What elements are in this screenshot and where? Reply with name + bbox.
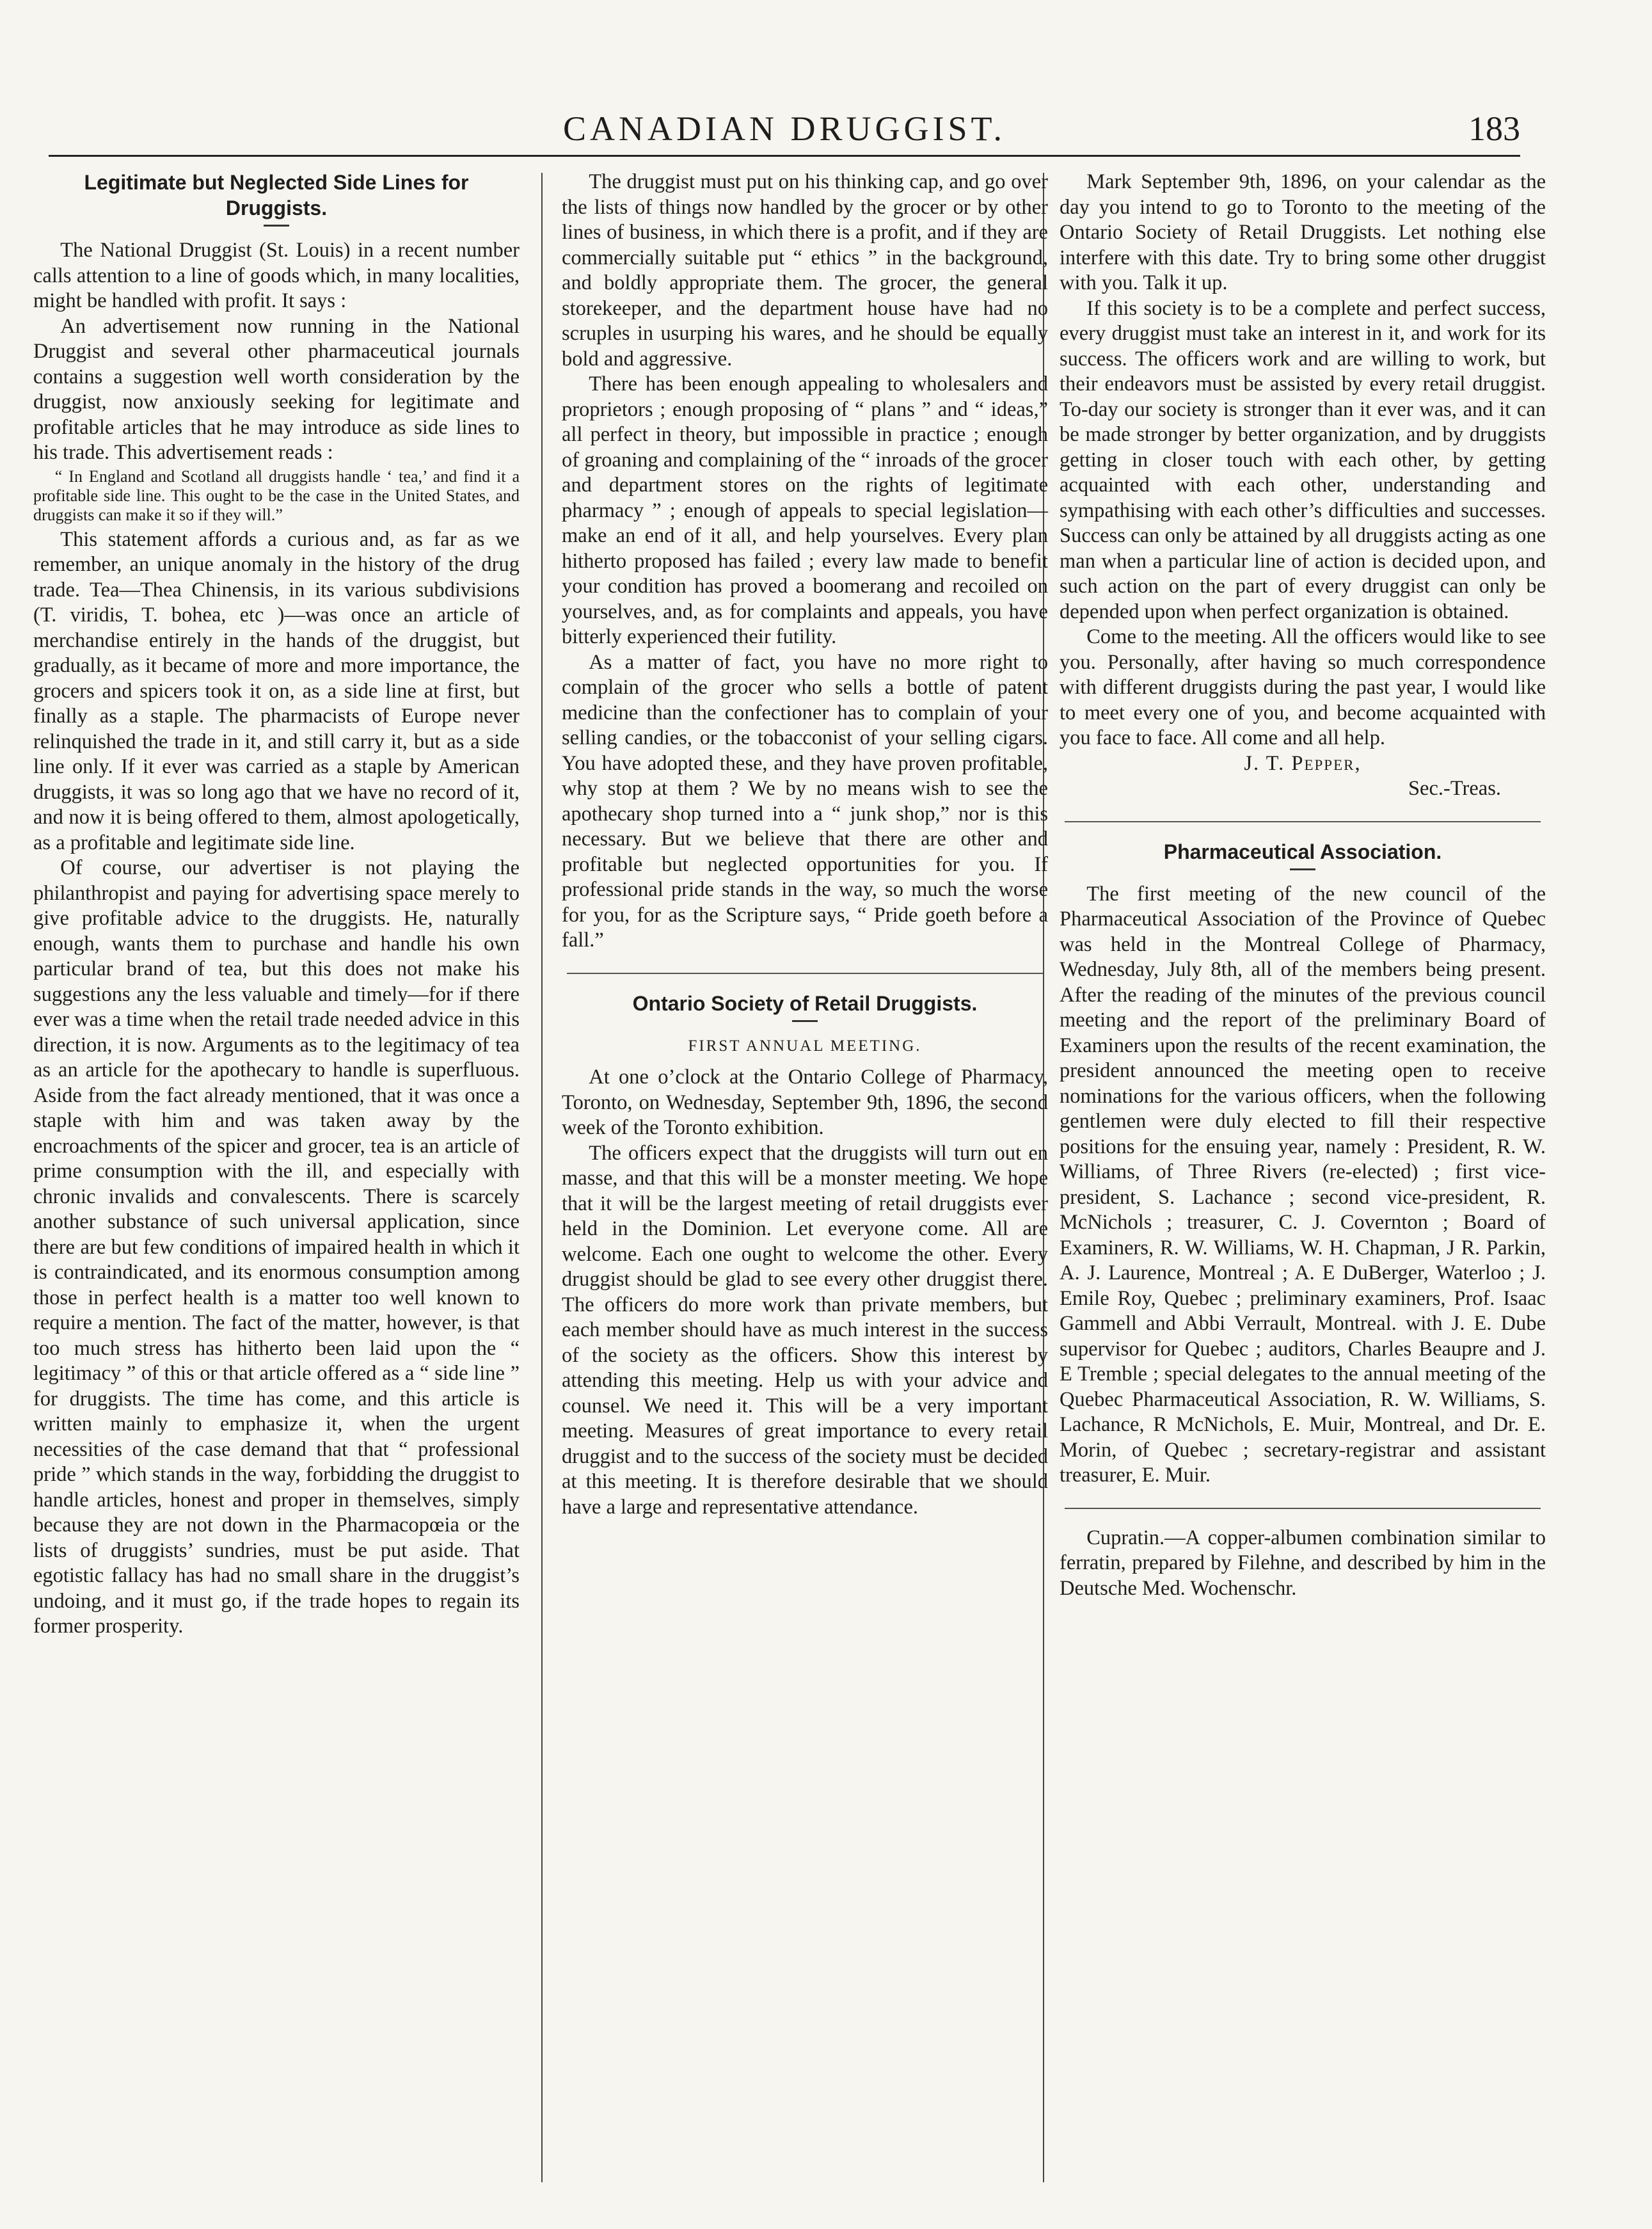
paragraph: Mark September 9th, 1896, on your calendar as the day you intend to go to Toronto to the meeting of the Ontario Society of Retail Druggists. Let nothing else interfere with this date. Try to bring some other druggist with you. Talk it up. bbox=[1060, 170, 1546, 294]
running-head bbox=[49, 109, 1520, 154]
short-rule bbox=[1290, 868, 1315, 870]
advertisement-quote: “ In England and Scotland all druggists handle ‘ tea,’ and find it a profitable side line. This ought to be the case in the United States, and druggists can make it so if they will.” bbox=[33, 467, 520, 524]
header-rule bbox=[49, 155, 1520, 157]
paragraph-cupratin: Cupratin.—A copper-albumen combination similar to ferratin, prepared by Filehne, and described by him in the Deutsche Med. Wochenschr. bbox=[1060, 1526, 1546, 1600]
column-left bbox=[33, 170, 520, 1640]
page-number: 183 bbox=[1468, 109, 1520, 148]
paragraph: If this society is to be a complete and perfect success, every druggist must take an interest in it, and work for its success. The officers work and are willing to work, but their endeavors must be assisted by every retail druggist. To-day our society is stronger than it ever was, and it can be made stronger by better organization, and by druggists getting in closer touch with each other, by getting acquainted with each other, understanding and sympathising with each other’s difficulties and successes. Success can only be attained by all druggists acting as one man when a particular line of action is decided upon, and such action on the part of every druggist can only be depended upon when perfect organization is obtained. bbox=[1060, 296, 1546, 623]
article-heading-ontario-society: Ontario Society of Retail Druggists. bbox=[632, 991, 978, 1015]
signature-title: Sec.-Treas. bbox=[1408, 777, 1501, 800]
article-heading-pharmaceutical-association: Pharmaceutical Association. bbox=[1163, 840, 1442, 863]
paragraph: There has been enough appealing to wholesalers and proprietors ; enough proposing of “ plans ” and “ ideas,” all perfect in theory, but impossible in practice ; enough of groaning and complaining of the “ inroads of the grocer and department stores on the rights of legitimate pharmacy ” ; enough of appeals to special legislation—make an end of it all, and help yourselves. Every plan hitherto proposed has failed ; every law made to benefit your condition has proved a boomerang and recoiled on yourselves, and, as for complaints and appeals, you have bitterly experienced their futility. bbox=[562, 372, 1048, 648]
short-rule bbox=[792, 1020, 818, 1022]
paragraph: The druggist must put on his thinking cap, and go over the lists of things now handled by the grocer or by other lines of business, in which there is a profit, and if they are commercially suitable put “ ethics ” in the background, and boldly appropriate them. The grocer, the general storekeeper, and the department house have had no scruples in usurping his wares, and he should be equally bold and aggressive. bbox=[562, 170, 1048, 371]
short-rule bbox=[264, 225, 289, 227]
signature-block bbox=[1060, 751, 1546, 802]
article-separator bbox=[567, 973, 1043, 974]
subheading-first-annual-meeting: FIRST ANNUAL MEETING. bbox=[688, 1037, 922, 1055]
column-right bbox=[1060, 170, 1546, 1601]
column-middle bbox=[562, 170, 1048, 1520]
paragraph: The National Druggist (St. Louis) in a recent number calls attention to a line of goods which, in many localities, might be handled with profit. It says : bbox=[33, 239, 520, 312]
article-separator bbox=[1065, 1508, 1541, 1509]
column-divider bbox=[541, 173, 543, 2182]
signature-name: J. T. Pepper, bbox=[1244, 751, 1362, 775]
paragraph: Of course, our advertiser is not playing the philanthropist and paying for advertising space merely to give profitable advice to the druggists. He, naturally enough, wants them to purchase and handle his own particular brand of tea, but this does not make his suggestions any the less valuable and timely—for if there ever was a time when the retail trade needed advice in this direction, it is now. Arguments as to the legitimacy of tea as an article for the apothecary to handle is superfluous. Aside from the fact already mentioned, that it was once a staple with him and was taken away by the encroachments of the spicer and grocer, tea is an article of prime consumption with the ill, and especially with chronic invalids and convalescents. There is scarcely another substance of such universal application, since there are but few conditions of impaired health in which it is contraindicated, and its enormous consumption among those in perfect health is a matter too well known to require a mention. The fact of the matter, however, is that too much stress has hitherto been laid upon the “ legitimacy ” of this or that article offered as a “ side line ” for druggists. The time has come, and this article is written mainly to emphasize it, when the urgent necessities of the case demand that that “ professional pride ” which stands in the way, forbidding the druggist to handle articles, honest and proper in themselves, simply because they are not down in the Pharmacopœia or the lists of druggists’ sundries, must be put aside. That egotistic fallacy has had no small share in the druggist’s undoing, and it must go, if the trade hopes to regain its former prosperity. bbox=[33, 856, 520, 1638]
paragraph: As a matter of fact, you have no more right to complain of the grocer who sells a bottle of patent medicine than the confectioner has to complain of your selling candies, or the tobacconist of your selling cigars. You have adopted these, and they have proven profitable, why stop at them ? We by no means wish to see the apothecary shop turned into a “ junk shop,” nor is this necessary. But we believe that there are other and profitable but neglected opportunities for you. If professional pride stands in the way, so much the worse for you, for as the Scripture says, “ Pride goeth before a fall.” bbox=[562, 650, 1048, 952]
paragraph: This statement affords a curious and, as far as we remember, an unique anomaly in the history of the drug trade. Tea—Thea Chinensis, in its various subdivisions (T. viridis, T. bohea, etc )—was once an article of merchandise entirely in the hands of the druggist, but gradually, as it became of more and more importance, the grocers and spicers took it on, as a side line at first, but finally as a staple. The pharmacists of Europe never relinquished the trade in it, and still carry it, but as a side line only. If it ever was carried as a staple by American druggists, it was so long ago that we have no record of it, and now it is being offered to them, almost apologetically, as a profitable and legitimate side line. bbox=[33, 527, 520, 854]
paragraph: An advertisement now running in the National Druggist and several other pharmaceutical journals contains a suggestion well worth consideration by the druggist, now anxiously seeking for legitimate and profitable articles that he may introduce as side lines to his trade. This advertisement reads : bbox=[33, 314, 520, 464]
article-separator bbox=[1065, 821, 1541, 822]
journal-title: CANADIAN DRUGGIST. bbox=[563, 109, 1006, 148]
paragraph: Come to the meeting. All the officers would like to see you. Personally, after having so much correspondence with different druggists during the past year, I would like to meet every one of you, and become acquainted with you face to face. All come and all help. bbox=[1060, 625, 1546, 749]
article-heading-side-lines: Legitimate but Neglected Side Lines for Druggists. bbox=[84, 171, 469, 220]
paragraph: At one o’clock at the Ontario College of Pharmacy, Toronto, on Wednesday, September 9th, 1896, the second week of the Toronto exhibition. bbox=[562, 1066, 1048, 1139]
paragraph: The first meeting of the new council of the Pharmaceutical Association of the Province of Quebec was held in the Montreal College of Pharmacy, Wednesday, July 8th, all of the members being present. After the reading of the minutes of the previous council meeting and the report of the preliminary Board of Examiners upon the results of the recent examination, the president announced the meeting open to receive nominations for the various officers, when the following gentlemen were duly elected to fill their respective positions for the ensuing year, namely : President, R. W. Williams, of Three Rivers (re-elected) ; first vice-president, S. Lachance ; second vice-president, R. McNichols ; treasurer, C. J. Covernton ; Board of Examiners, R. W. Williams, W. H. Chapman, J R. Parkin, A. J. Laurence, Montreal ; A. E DuBerger, Waterloo ; J. Emile Roy, Quebec ; preliminary examiners, Prof. Isaac Gammell and Abbi Verrault, Montreal. with J. E. Dube supervisor for Quebec ; auditors, Charles Beaupre and J. E Tremble ; special delegates to the annual meeting of the Quebec Pharmaceutical Association, R. W. Williams, S. Lachance, R McNichols, E. Muir, Montreal, and Dr. E. Morin, of Quebec ; secretary-registrar and assistant treasurer, E. Muir. bbox=[1060, 882, 1546, 1487]
paragraph: The officers expect that the druggists will turn out en masse, and that this will be a monster meeting. We hope that it will be the largest meeting of retail druggists ever held in the Dominion. Let everyone come. All are welcome. Each one ought to welcome the other. Every druggist should be glad to see every other druggist there. The officers do more work than private members, but each member should have as much interest in the success of the society as the officers. Show this interest by attending this meeting. Help us with your advice and counsel. We need it. This will be a very important meeting. Measures of great importance to every retail druggist and to the success of the society must be decided at this meeting. It is therefore desirable that we should have a large and representative attendance. bbox=[562, 1141, 1048, 1519]
